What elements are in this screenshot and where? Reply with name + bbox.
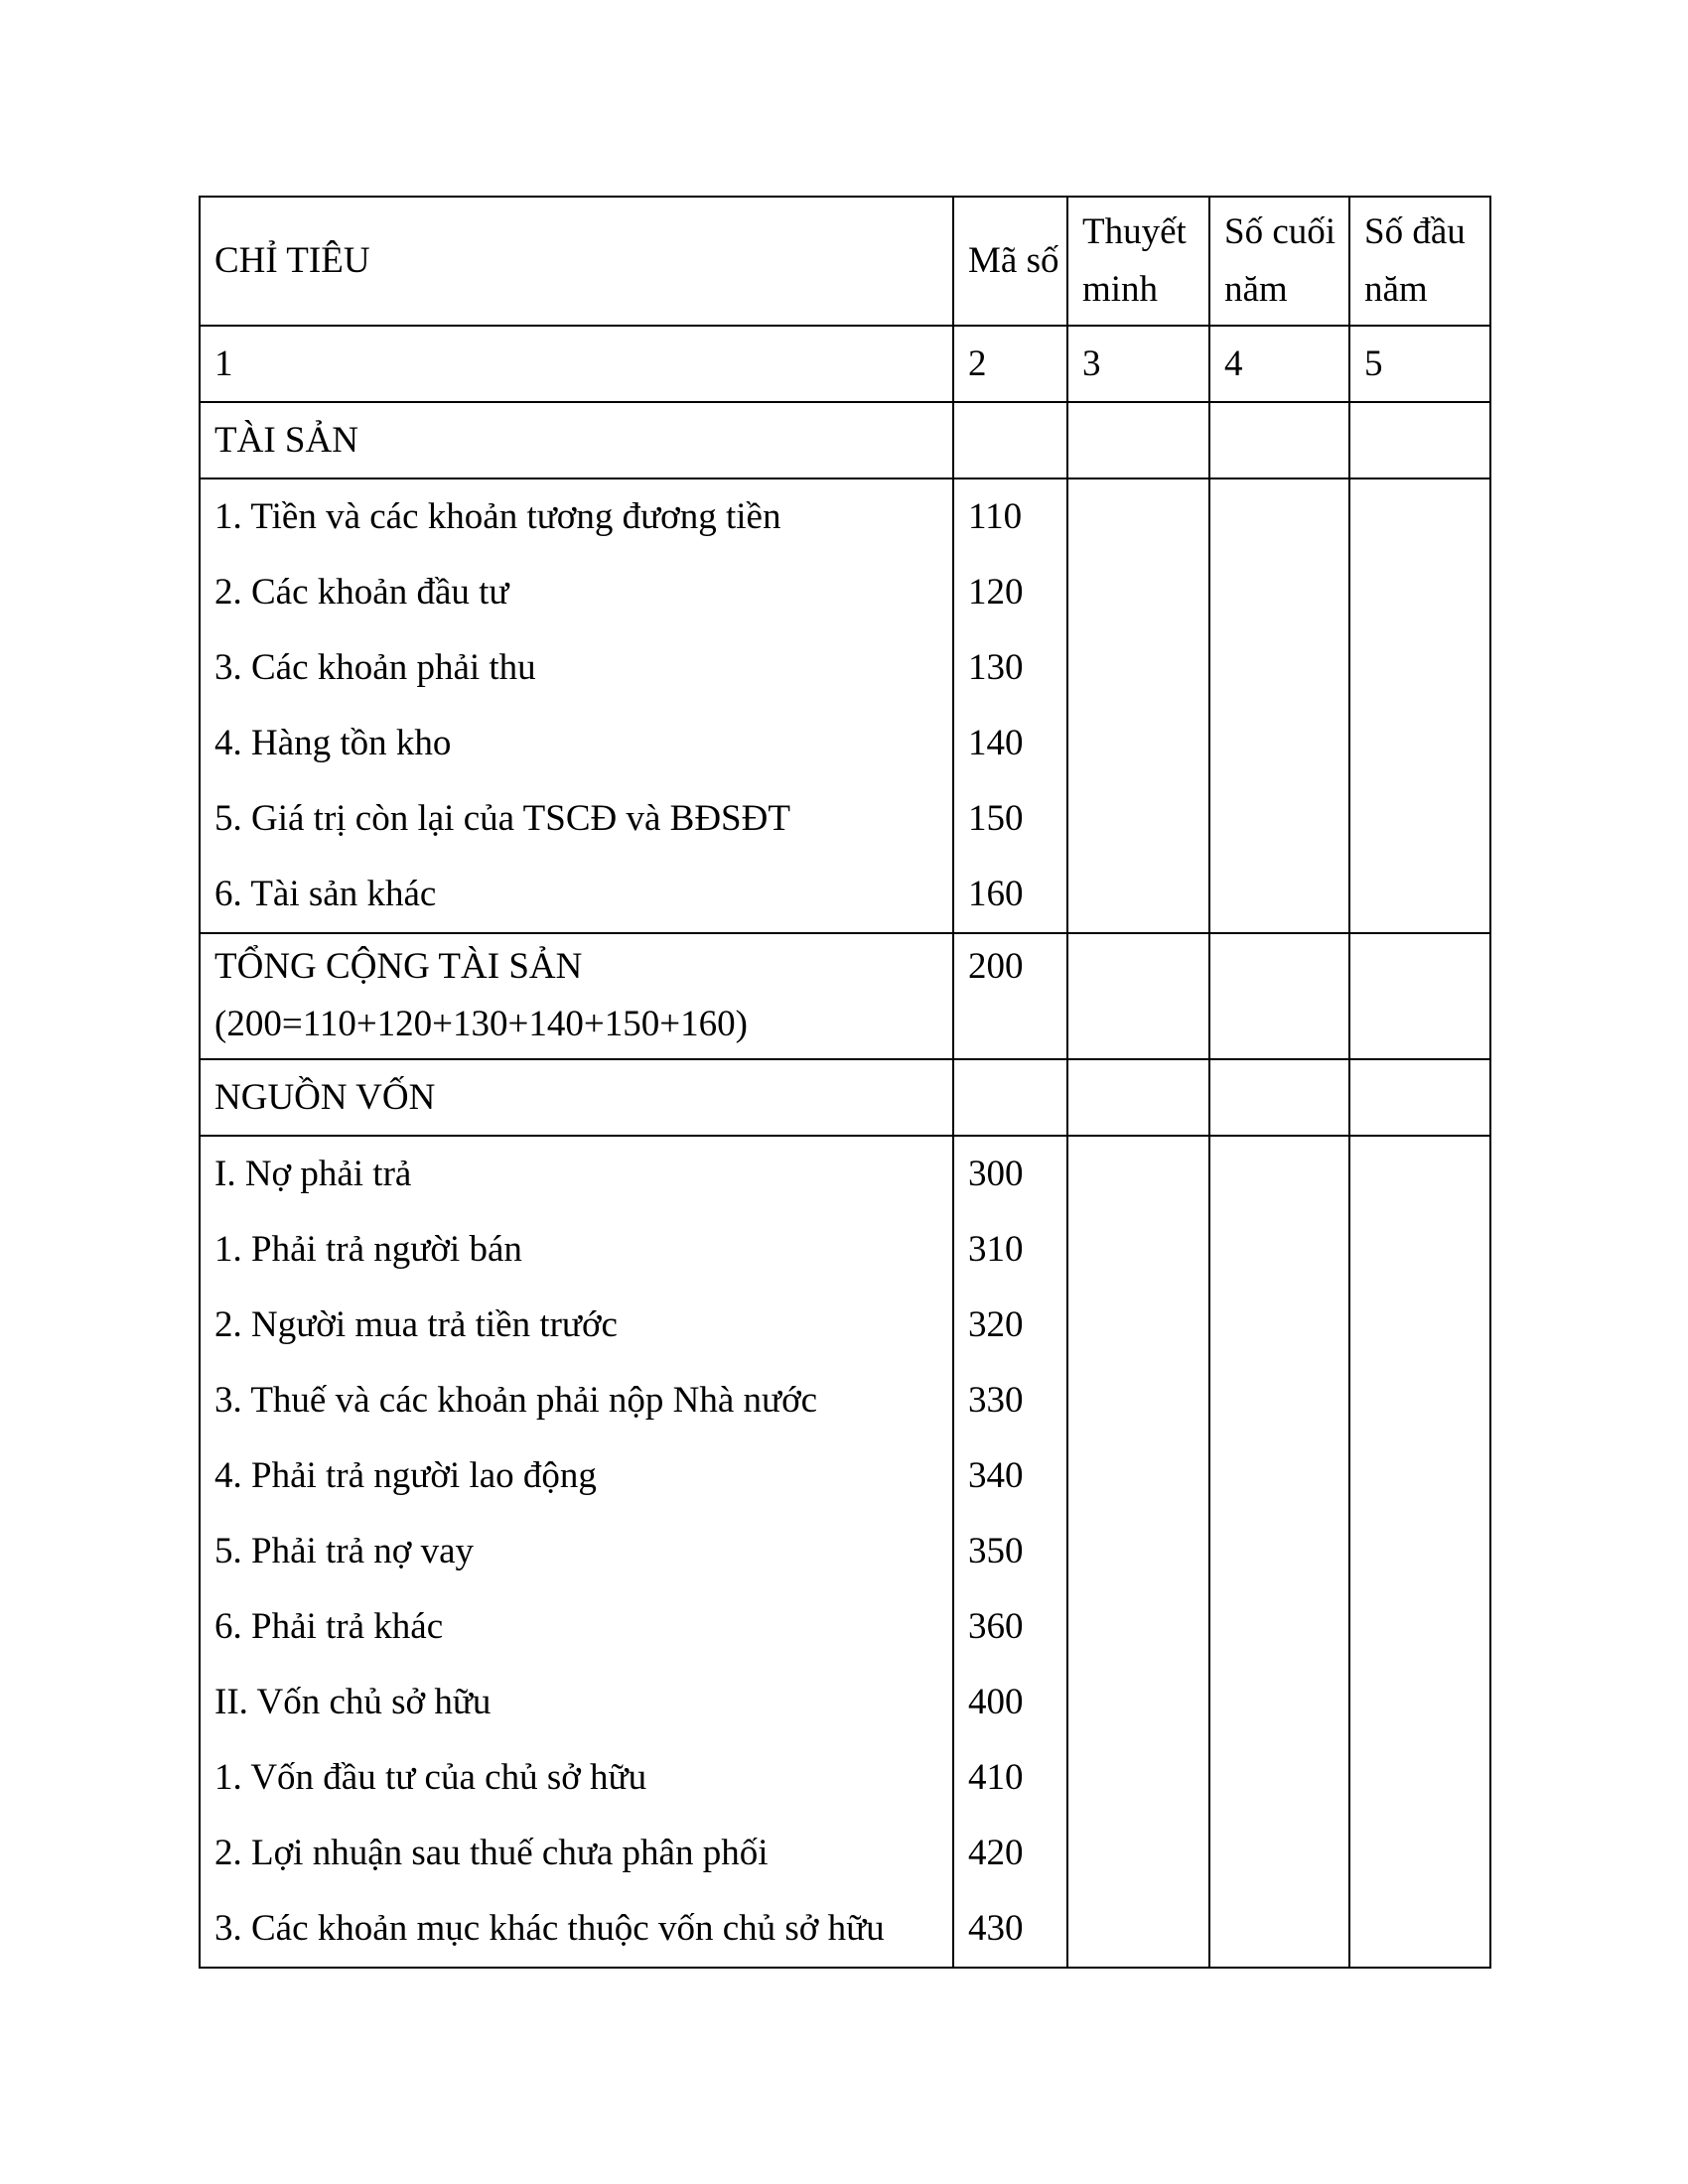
row-label: 2. Các khoản đầu tư [200,555,953,630]
empty-cell [1349,1589,1490,1665]
empty-cell [1067,1059,1209,1136]
empty-cell [1349,1816,1490,1891]
empty-cell [1209,1665,1349,1740]
empty-cell [1209,1288,1349,1363]
row-code: 420 [953,1816,1067,1891]
empty-cell [1067,1740,1209,1816]
header-thuyet-minh: Thuyết minh [1067,197,1209,326]
empty-cell [953,1059,1067,1136]
empty-cell [1067,555,1209,630]
assets-total-code: 200 [953,933,1067,1059]
row-code: 310 [953,1212,1067,1288]
row-label: II. Vốn chủ sở hữu [200,1665,953,1740]
row-code: 150 [953,781,1067,857]
balance-sheet-table [199,196,1491,1969]
row-label: 1. Tiền và các khoản tương đương tiền [200,478,953,555]
capital-item-row [200,1288,1490,1363]
empty-cell [1067,933,1209,1059]
empty-cell [1067,1891,1209,1968]
table-header-row [200,197,1490,326]
empty-cell [1209,1514,1349,1589]
empty-cell [1349,1740,1490,1816]
assets-total-row [200,933,1490,1059]
row-label: 3. Các khoản phải thu [200,630,953,706]
header-chi-tieu: CHỈ TIÊU [200,197,953,326]
capital-item-row [200,1816,1490,1891]
assets-total-label: TỔNG CỘNG TÀI SẢN [214,946,583,987]
row-code: 140 [953,706,1067,781]
asset-item-row [200,630,1490,706]
empty-cell [1209,630,1349,706]
empty-cell [1349,1059,1490,1136]
row-label: 6. Phải trả khác [200,1589,953,1665]
empty-cell [1209,933,1349,1059]
row-label: 5. Phải trả nợ vay [200,1514,953,1589]
header-ma-so [953,197,1067,326]
empty-cell [1209,1136,1349,1212]
empty-cell [1349,781,1490,857]
column-number-3: 3 [1067,326,1209,402]
capital-item-row [200,1212,1490,1288]
row-label: 4. Hàng tồn kho [200,706,953,781]
row-label: 2. Người mua trả tiền trước [200,1288,953,1363]
row-code: 410 [953,1740,1067,1816]
row-label: 3. Các khoản mục khác thuộc vốn chủ sở hữu [200,1891,953,1968]
empty-cell [1067,1514,1209,1589]
capital-item-row [200,1514,1490,1589]
section-row-nguon-von [200,1059,1490,1136]
row-code: 430 [953,1891,1067,1968]
asset-item-row [200,555,1490,630]
empty-cell [1349,1891,1490,1968]
asset-item-row [200,781,1490,857]
empty-cell [953,402,1067,478]
empty-cell [1209,857,1349,933]
empty-cell [1349,630,1490,706]
row-label: 5. Giá trị còn lại của TSCĐ và BĐSĐT [200,781,953,857]
empty-cell [1067,1589,1209,1665]
empty-cell [1349,1514,1490,1589]
header-so-dau-nam: Số đầu năm [1349,197,1490,326]
capital-item-row [200,1589,1490,1665]
empty-cell [1067,1212,1209,1288]
assets-total-label-cell [200,933,953,1059]
capital-item-row [200,1665,1490,1740]
empty-cell [1349,555,1490,630]
empty-cell [1067,781,1209,857]
column-number-5: 5 [1349,326,1490,402]
empty-cell [1209,1059,1349,1136]
section-title-nguon-von: NGUỒN VỐN [200,1059,953,1136]
empty-cell [1349,1665,1490,1740]
row-code: 300 [953,1136,1067,1212]
capital-item-row [200,1363,1490,1438]
empty-cell [1209,478,1349,555]
empty-cell [1209,706,1349,781]
row-code: 160 [953,857,1067,933]
row-code: 320 [953,1288,1067,1363]
empty-cell [1067,630,1209,706]
column-number-2: 2 [953,326,1067,402]
row-code: 360 [953,1589,1067,1665]
row-code: 400 [953,1665,1067,1740]
empty-cell [1067,1665,1209,1740]
empty-cell [1209,781,1349,857]
header-ma-so-label: Mã số [968,240,1059,281]
column-number-1: 1 [200,326,953,402]
assets-total-formula: (200=110+120+130+140+150+160) [214,1004,748,1044]
empty-cell [1067,402,1209,478]
empty-cell [1067,857,1209,933]
column-number-row [200,326,1490,402]
empty-cell [1209,1816,1349,1891]
empty-cell [1349,1288,1490,1363]
empty-cell [1209,402,1349,478]
empty-cell [1209,1891,1349,1968]
row-code: 340 [953,1438,1067,1514]
empty-cell [1067,1438,1209,1514]
capital-item-row [200,1740,1490,1816]
empty-cell [1067,1363,1209,1438]
row-label: I. Nợ phải trả [200,1136,953,1212]
empty-cell [1209,1740,1349,1816]
empty-cell [1209,1438,1349,1514]
empty-cell [1349,1438,1490,1514]
capital-item-row [200,1438,1490,1514]
section-title-tai-san: TÀI SẢN [200,402,953,478]
capital-item-row [200,1136,1490,1212]
asset-item-row [200,857,1490,933]
row-label: 2. Lợi nhuận sau thuế chưa phân phối [200,1816,953,1891]
empty-cell [1067,1136,1209,1212]
empty-cell [1209,555,1349,630]
row-code: 330 [953,1363,1067,1438]
row-label: 1. Phải trả người bán [200,1212,953,1288]
empty-cell [1349,402,1490,478]
column-number-4: 4 [1209,326,1349,402]
empty-cell [1349,1363,1490,1438]
row-label: 4. Phải trả người lao động [200,1438,953,1514]
empty-cell [1209,1212,1349,1288]
empty-cell [1067,706,1209,781]
row-code: 130 [953,630,1067,706]
empty-cell [1209,1363,1349,1438]
empty-cell [1349,478,1490,555]
empty-cell [1349,1212,1490,1288]
empty-cell [1349,1136,1490,1212]
empty-cell [1067,1288,1209,1363]
capital-item-row [200,1891,1490,1968]
empty-cell [1349,857,1490,933]
empty-cell [1349,706,1490,781]
empty-cell [1349,933,1490,1059]
section-row-tai-san [200,402,1490,478]
row-label: 6. Tài sản khác [200,857,953,933]
row-label: 3. Thuế và các khoản phải nộp Nhà nước [200,1363,953,1438]
row-code: 120 [953,555,1067,630]
empty-cell [1067,478,1209,555]
row-label: 1. Vốn đầu tư của chủ sở hữu [200,1740,953,1816]
asset-item-row [200,706,1490,781]
empty-cell [1209,1589,1349,1665]
empty-cell [1067,1816,1209,1891]
row-code: 110 [953,478,1067,555]
row-code: 350 [953,1514,1067,1589]
header-so-cuoi-nam: Số cuối năm [1209,197,1349,326]
asset-item-row [200,478,1490,555]
